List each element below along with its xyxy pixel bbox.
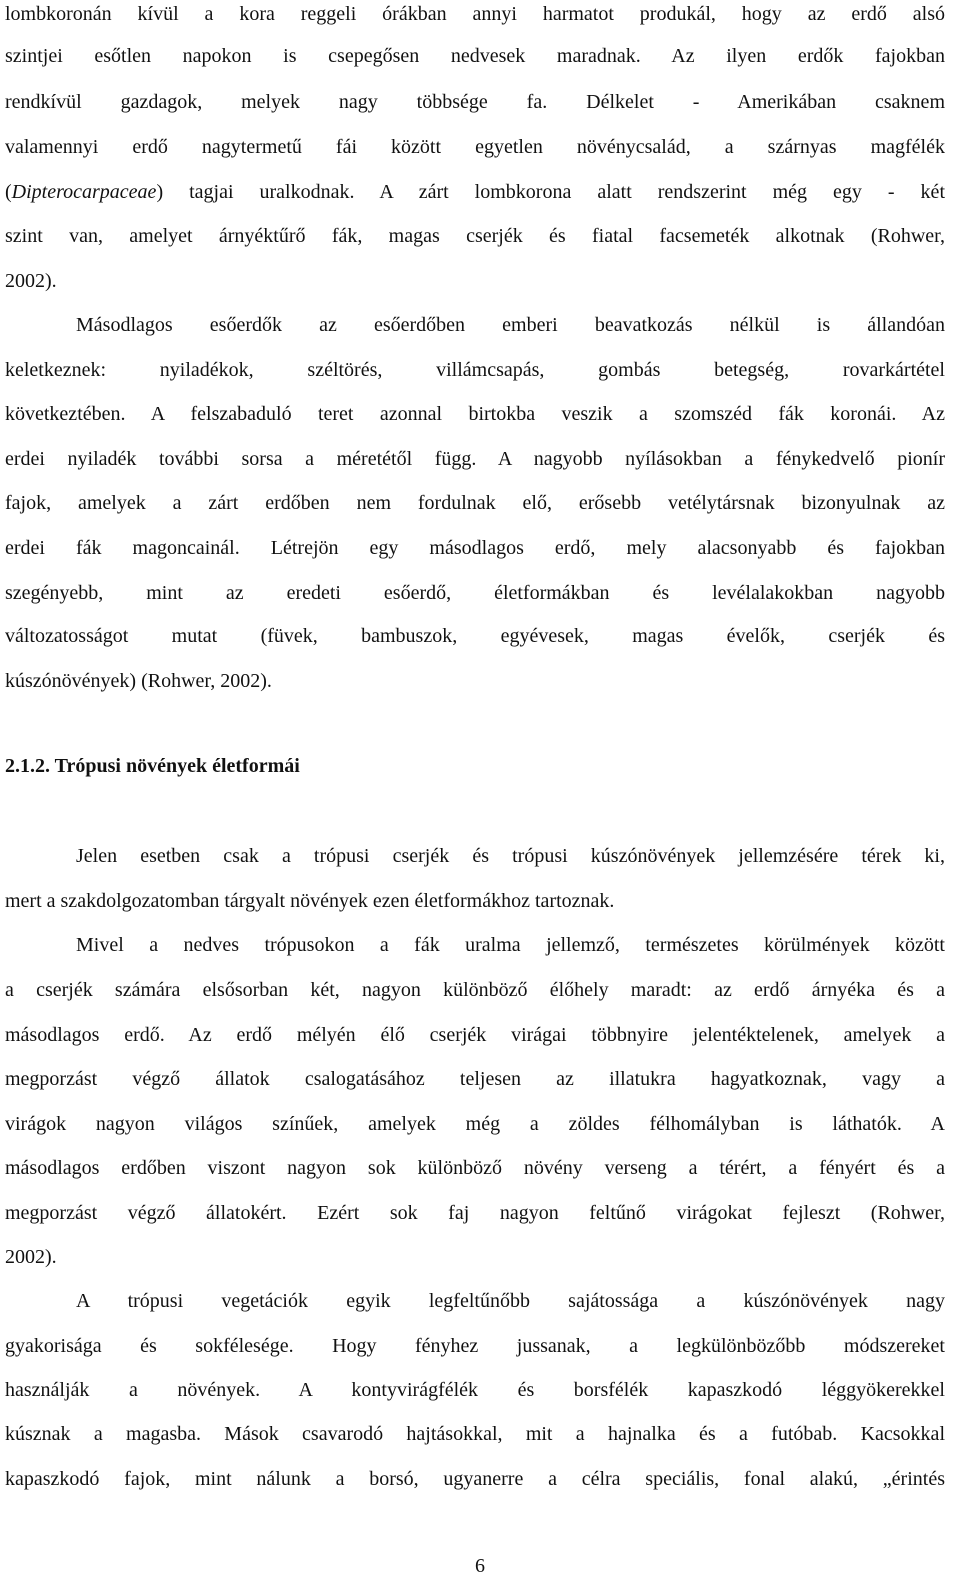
paragraph-2-line-6: erdei fák magoncainál. Létrejön egy másodlagos erdő, mely alacsonyabb és fajokban <box>5 537 945 559</box>
paragraph-4-line-5: virágok nagyon világos színűek, amelyek még a zöldes félhomályban is láthatók. A <box>5 1113 945 1135</box>
paragraph-4-line-4: megporzást végző állatok csalogatásához teljesen az illatukra hagyatkoznak, vagy a <box>5 1068 945 1090</box>
paragraph-5-line-5: kapaszkodó fajok, mint nálunk a borsó, ugyanerre a célra speciális, fonal alakú, „érintés <box>5 1468 945 1490</box>
paragraph-2-line-7: szegényebb, mint az eredeti esőerdő, életformákban és levélalakokban nagyobb <box>5 582 945 604</box>
paragraph-1-line-5-rest: ) tagjai uralkodnak. A zárt lombkorona alatt rendszerint még egy - két <box>156 181 945 203</box>
paragraph-4-line-2: a cserjék számára elsősorban két, nagyon különböző élőhely maradt: az erdő árnyéka és a <box>5 979 945 1001</box>
paragraph-3-line-1: Jelen esetben csak a trópusi cserjék és trópusi kúszónövények jellemzésére térek ki, <box>76 845 945 867</box>
paragraph-4-line-8: 2002). <box>5 1246 57 1268</box>
page-number: 6 <box>475 1555 485 1577</box>
paragraph-5-line-3: használják a növények. A kontyvirágfélék és borsfélék kapaszkodó léggyökerekkel <box>5 1379 945 1401</box>
paragraph-4-line-6: másodlagos erdőben viszont nagyon sok különböző növény verseng a térért, a fényért és a <box>5 1157 945 1179</box>
paragraph-5-line-1: A trópusi vegetációk egyik legfeltűnőbb sajátossága a kúszónövények nagy <box>76 1290 945 1312</box>
paragraph-1-line-4: valamennyi erdő nagytermetű fái között egyetlen növénycsalád, a szárnyas magfélék <box>5 136 945 158</box>
paragraph-2-line-1: Másodlagos esőerdők az esőerdőben emberi beavatkozás nélkül is állandóan <box>76 314 945 336</box>
paragraph-2-line-2: keletkeznek: nyiladékok, széltörés, villámcsapás, gombás betegség, rovarkártétel <box>5 359 945 381</box>
paragraph-5-line-4: kúsznak a magasba. Mások csavarodó hajtásokkal, mit a hajnalka és a futóbab. Kacsokkal <box>5 1423 945 1445</box>
paragraph-2-line-9: kúszónövények) (Rohwer, 2002). <box>5 670 272 692</box>
paragraph-1-line-1: lombkoronán kívül a kora reggeli órákban annyi harmatot produkál, hogy az erdő alsó <box>5 3 945 25</box>
paragraph-1-line-5-open: ( <box>5 181 12 203</box>
taxon-name: Dipterocarpaceae <box>11 181 157 203</box>
paragraph-4-line-1: Mivel a nedves trópusokon a fák uralma jellemző, természetes körülmények között <box>76 934 945 956</box>
paragraph-1-line-3: rendkívül gazdagok, melyek nagy többsége fa. Délkelet - Amerikában csaknem <box>5 91 945 113</box>
paragraph-1-line-5 <box>5 178 945 206</box>
paragraph-4-line-7: megporzást végző állatokért. Ezért sok faj nagyon feltűnő virágokat fejleszt (Rohwer, <box>5 1202 945 1224</box>
paragraph-2-line-8: változatosságot mutat (füvek, bambuszok, egyévesek, magas évelők, cserjék és <box>5 625 945 647</box>
paragraph-2-line-4: erdei nyiladék további sorsa a méretétől függ. A nagyobb nyílásokban a fénykedvelő pionír <box>5 448 945 470</box>
paragraph-1-line-2: szintjei esőtlen napokon is csepegősen nedvesek maradnak. Az ilyen erdők fajokban <box>5 45 945 67</box>
paragraph-1-line-7: 2002). <box>5 270 57 292</box>
paragraph-2-line-5: fajok, amelyek a zárt erdőben nem fordulnak elő, erősebb vetélytársnak bizonyulnak az <box>5 492 945 514</box>
paragraph-1-line-6: szint van, amelyet árnyéktűrő fák, magas cserjék és fiatal facsemeték alkotnak (Rohwer, <box>5 225 945 247</box>
paragraph-5-line-2: gyakorisága és sokfélesége. Hogy fényhez jussanak, a legkülönbözőbb módszereket <box>5 1335 945 1357</box>
section-heading: 2.1.2. Trópusi növények életformái <box>5 755 300 777</box>
paragraph-4-line-3: másodlagos erdő. Az erdő mélyén élő cserjék virágai többnyire jelentéktelenek, amelyek a <box>5 1024 945 1046</box>
paragraph-3-line-2: mert a szakdolgozatomban tárgyalt növények ezen életformákhoz tartoznak. <box>5 890 615 912</box>
paragraph-2-line-3: következtében. A felszabaduló teret azonnal birtokba veszik a szomszéd fák koronái. Az <box>5 403 945 425</box>
